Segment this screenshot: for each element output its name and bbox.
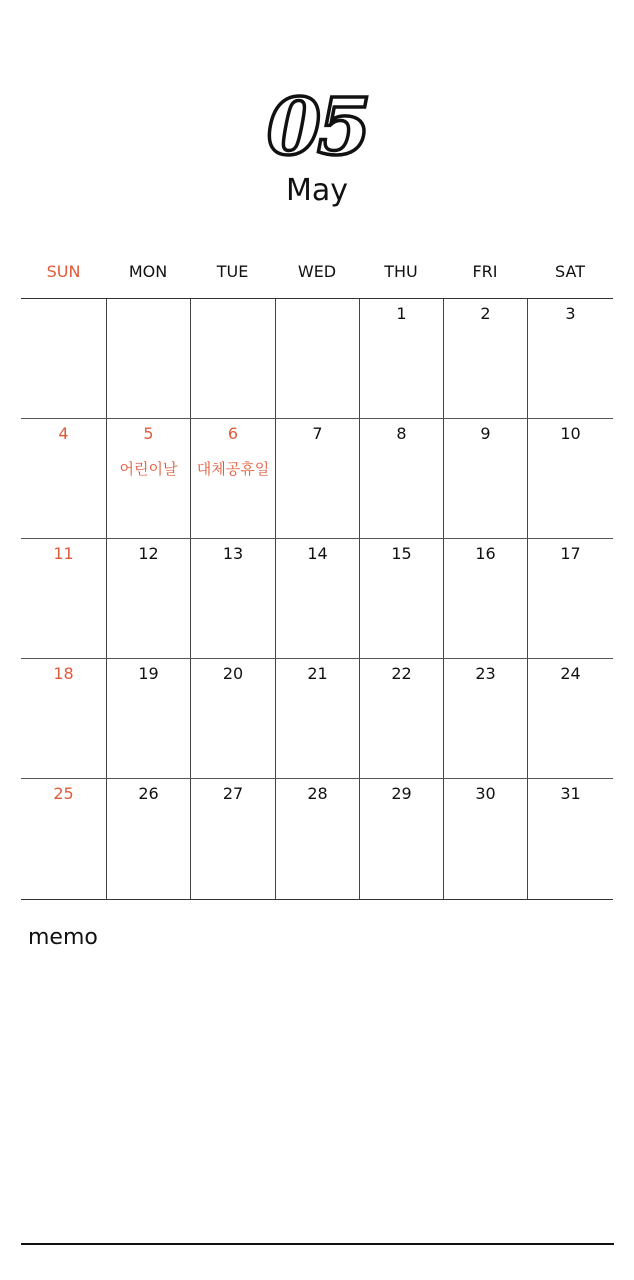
holiday-label: 대체공휴일 — [196, 460, 270, 478]
day-number: 24 — [560, 664, 581, 683]
weekday-sat: SAT — [555, 262, 585, 281]
weekday-header — [21, 250, 613, 298]
day-cell-31[interactable] — [527, 779, 613, 899]
day-cell-17[interactable] — [527, 539, 613, 658]
weekday-wed: WED — [297, 262, 337, 281]
month-number: 05 — [266, 82, 368, 173]
day-cell-26[interactable] — [106, 779, 190, 899]
day-number: 4 — [58, 424, 69, 443]
day-number: 1 — [396, 304, 407, 323]
day-number: 14 — [307, 544, 328, 563]
day-cell-empty — [21, 299, 106, 418]
day-number: 27 — [222, 784, 244, 803]
day-cell-9[interactable] — [443, 419, 527, 538]
week-row — [21, 779, 613, 899]
day-cell-7[interactable] — [275, 419, 359, 538]
memo-label: memo — [28, 925, 98, 950]
month-name: May — [285, 173, 349, 208]
day-cell-24[interactable] — [527, 659, 613, 778]
day-number: 22 — [391, 664, 412, 683]
day-cell-20[interactable] — [190, 659, 275, 778]
calendar-grid — [21, 298, 613, 900]
week-row — [21, 539, 613, 659]
weekday-tue: TUE — [216, 262, 249, 281]
day-number: 21 — [307, 664, 328, 683]
day-cell-5[interactable] — [106, 419, 190, 538]
day-number: 13 — [222, 544, 244, 563]
day-cell-13[interactable] — [190, 539, 275, 658]
day-number: 23 — [475, 664, 496, 683]
week-row — [21, 299, 613, 419]
day-cell-28[interactable] — [275, 779, 359, 899]
day-cell-empty — [190, 299, 275, 418]
day-cell-empty — [275, 299, 359, 418]
day-cell-15[interactable] — [359, 539, 443, 658]
day-number: 30 — [475, 784, 496, 803]
day-number: 2 — [480, 304, 491, 323]
day-cell-8[interactable] — [359, 419, 443, 538]
day-cell-23[interactable] — [443, 659, 527, 778]
day-cell-29[interactable] — [359, 779, 443, 899]
day-cell-30[interactable] — [443, 779, 527, 899]
memo-line — [21, 1243, 614, 1245]
day-number: 15 — [391, 544, 412, 563]
day-number: 28 — [307, 784, 328, 803]
day-number: 18 — [53, 664, 74, 683]
day-cell-6[interactable] — [190, 419, 275, 538]
day-number: 19 — [138, 664, 159, 683]
weekday-thu: THU — [384, 262, 418, 281]
day-number: 29 — [391, 784, 412, 803]
day-cell-4[interactable] — [21, 419, 106, 538]
day-number: 12 — [138, 544, 159, 563]
weekday-sun: SUN — [46, 262, 81, 281]
day-number: 8 — [396, 424, 407, 443]
day-number: 7 — [312, 424, 323, 443]
day-number: 11 — [53, 544, 74, 563]
day-cell-1[interactable] — [359, 299, 443, 418]
day-cell-11[interactable] — [21, 539, 106, 658]
day-number: 5 — [143, 424, 154, 443]
day-number: 25 — [53, 784, 74, 803]
day-cell-22[interactable] — [359, 659, 443, 778]
week-row — [21, 659, 613, 779]
holiday-label: 어린이날 — [119, 460, 178, 478]
day-number: 6 — [227, 424, 239, 443]
day-cell-12[interactable] — [106, 539, 190, 658]
day-cell-2[interactable] — [443, 299, 527, 418]
day-cell-3[interactable] — [527, 299, 613, 418]
day-cell-18[interactable] — [21, 659, 106, 778]
calendar — [21, 250, 613, 900]
day-cell-19[interactable] — [106, 659, 190, 778]
day-number: 17 — [560, 544, 581, 563]
week-row — [21, 419, 613, 539]
day-number: 20 — [222, 664, 244, 683]
day-cell-14[interactable] — [275, 539, 359, 658]
day-number: 26 — [138, 784, 159, 803]
day-number: 16 — [475, 544, 496, 563]
day-cell-27[interactable] — [190, 779, 275, 899]
day-cell-21[interactable] — [275, 659, 359, 778]
day-number: 9 — [480, 424, 491, 443]
day-cell-10[interactable] — [527, 419, 613, 538]
day-cell-25[interactable] — [21, 779, 106, 899]
day-number: 3 — [565, 304, 576, 323]
weekday-mon: MON — [128, 262, 168, 281]
day-cell-16[interactable] — [443, 539, 527, 658]
weekday-fri: FRI — [472, 262, 498, 281]
day-number: 31 — [560, 784, 581, 803]
day-number: 10 — [560, 424, 581, 443]
day-cell-empty — [106, 299, 190, 418]
